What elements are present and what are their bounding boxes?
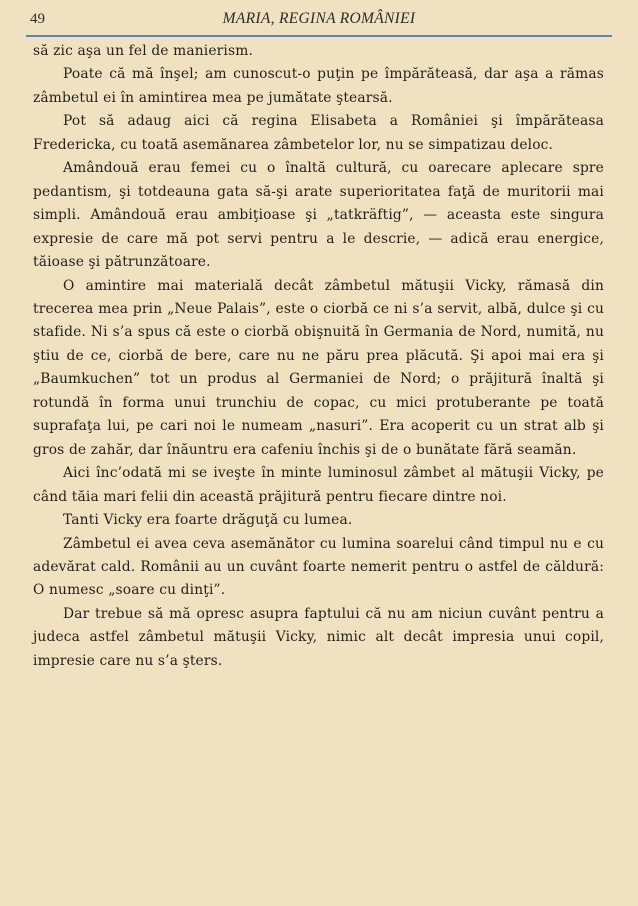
paragraph: Amândouă erau femei cu o înaltă cultură, cu oarecare aplecare spre pedantism, şi totdeauna gata să-şi arate superioritatea faţă de muritorii mai simpli. Amândouă erau ambiţioase şi „tatkräftig”, — aceasta este singura expresie de care mă pot servi pentru a le descrie, — adică erau energice, tăioase şi pătrunzătoare.	[33, 160, 604, 271]
running-title: MARIA, REGINA ROMÂNIEI	[222, 10, 416, 27]
paragraph: O amintire mai materială decât zâmbetul mătuşii Vicky, rămasă din trecerea mea prin „Neue Palais”, este o ciorbă ce ni s’a servit, albă, dulce şi cu stafide. Ni s’a spus că este o ciorbă obişnuită în Germania de Nord, numită, nu ştiu de ce, ciorbă de bere, care nu ne păru prea plăcută. Şi apoi mai era şi „Baumkuchen” tot un produs al Germaniei de Nord; o prăjitură înaltă şi rotundă în forma unui trunchiu de copac, cu mici protuberante pe toată suprafaţa lui, pe cari noi le numeam „nasuri”. Era acoperit cu un strat alb şi gros de zahăr, dar înăuntru era cafeniu închis şi de o bunătate fără seamăn.	[33, 277, 604, 458]
page-header	[0, 0, 638, 36]
header-rule	[26, 35, 612, 37]
paragraph: Tanti Vicky era foarte drăguţă cu lumea.	[63, 512, 353, 529]
paragraph: Zâmbetul ei avea ceva asemănător cu lumina soarelui când timpul nu e cu adevărat cald. Românii au un cuvânt foarte nemerit pentru o astfel de căldură: O numesc „soare cu dinţi”.	[33, 535, 604, 599]
paragraph: Aici înc’odată mi se iveşte în minte luminosul zâmbet al mătuşii Vicky, pe când tăia mari felii din această prăjitură pentru fiecare dintre noi.	[33, 465, 604, 505]
paragraph: Pot să adaug aici că regina Elisabeta a României şi împărăteasa Fredericka, cu toată asemănarea zâmbetelor lor, nu se simpatizau deloc.	[33, 113, 604, 153]
paragraph: să zic aşa un fel de manierism.	[33, 43, 253, 59]
paragraph: Poate că mă înşel; am cunoscut-o puţin pe împărăteasă, dar aşa a rămas zâmbetul ei în amintirea mea pe jumătate ştearsă.	[33, 66, 604, 106]
body-text	[33, 40, 604, 673]
paragraph: Dar trebue să mă opresc asupra faptului că nu am niciun cuvânt pentru a judeca astfel zâmbetul mătuşii Vicky, nimic alt decât impresia unui copil, impresie care nu s’a şters.	[33, 605, 604, 669]
page-number: 49	[30, 11, 45, 27]
